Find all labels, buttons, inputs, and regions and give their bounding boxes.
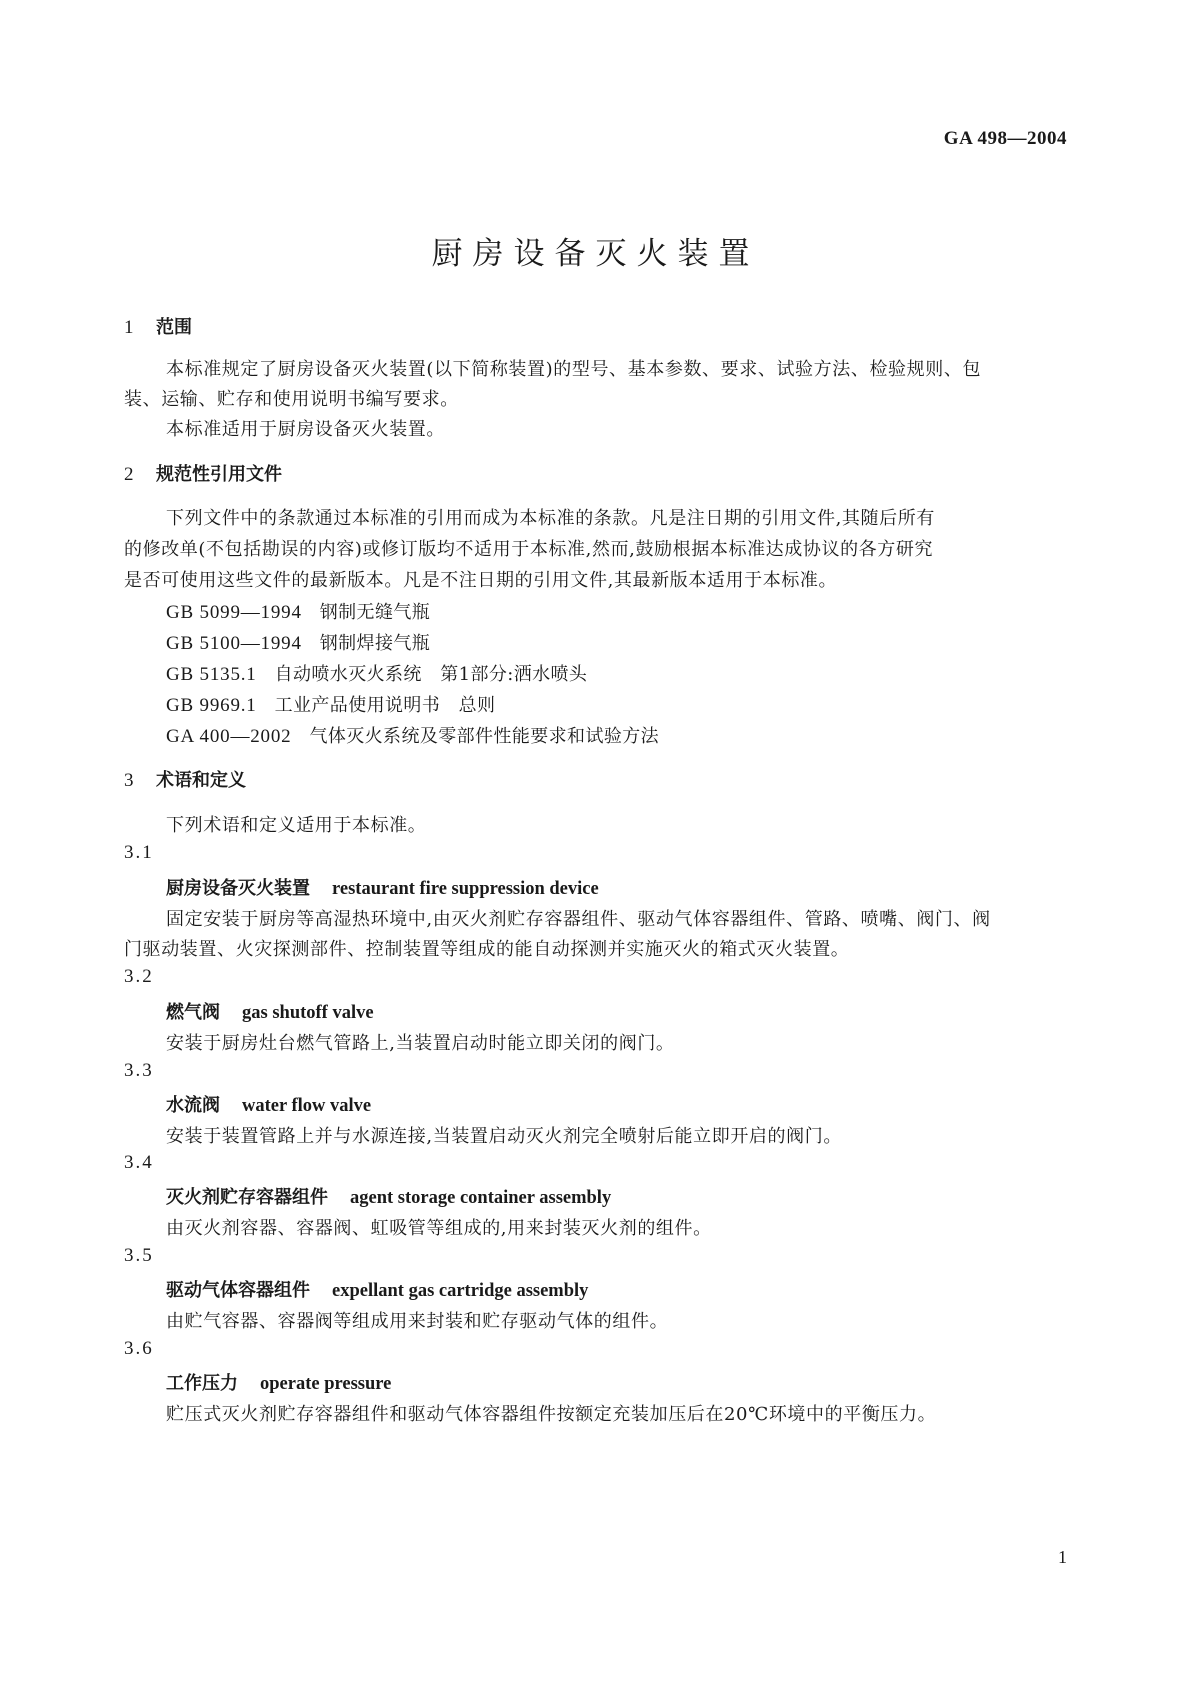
reference-code: GA 400—2002 — [166, 726, 292, 747]
term-definition-line1: 固定安装于厨房等高湿热环境中,由灭火剂贮存容器组件、驱动气体容器组件、管路、喷嘴、阀门、阀 — [166, 909, 991, 930]
reference-title: 工业产品使用说明书 总则 — [274, 695, 496, 716]
reference-title: 钢制焊接气瓶 — [319, 633, 431, 654]
s1-para1-line1: 本标准规定了厨房设备灭火装置(以下简称装置)的型号、基本参数、要求、试验方法、检验规则、包 — [166, 359, 982, 380]
term-english: restaurant fire suppression device — [332, 879, 599, 899]
section-1-title: 范围 — [156, 317, 192, 338]
section-2-heading — [124, 460, 282, 486]
s2-para-line3: 是否可使用这些文件的最新版本。凡是不注日期的引用文件,其最新版本适用于本标准。 — [124, 570, 838, 591]
reference-title: 钢制无缝气瓶 — [319, 602, 431, 623]
section-3-title: 术语和定义 — [156, 770, 246, 791]
term-definition-line1: 贮压式灭火剂贮存容器组件和驱动气体容器组件按额定充装加压后在20℃环境中的平衡压力。 — [166, 1404, 937, 1425]
section-1-heading — [124, 313, 192, 339]
term-english: expellant gas cartridge assembly — [332, 1281, 589, 1301]
term-chinese: 厨房设备灭火装置 — [166, 878, 310, 899]
term-heading — [166, 874, 599, 900]
term-english: operate pressure — [260, 1374, 392, 1394]
s2-para-line1: 下列文件中的条款通过本标准的引用而成为本标准的条款。凡是注日期的引用文件,其随后所有 — [166, 508, 935, 529]
term-english: gas shutoff valve — [242, 1003, 374, 1023]
term-definition-line1: 由贮气容器、容器阀等组成用来封装和贮存驱动气体的组件。 — [166, 1311, 669, 1332]
term-heading — [166, 1091, 371, 1117]
term-number: 3.5 — [124, 1245, 154, 1266]
term-definition-line2: 门驱动装置、火灾探测部件、控制装置等组成的能自动探测并实施灭火的箱式灭火装置。 — [124, 939, 850, 960]
page-number: 1 — [1058, 1547, 1067, 1567]
term-english: agent storage container assembly — [350, 1188, 612, 1208]
term-heading — [166, 1276, 588, 1302]
section-1-number: 1 — [124, 317, 134, 338]
reference-title: 气体灭火系统及零部件性能要求和试验方法 — [309, 726, 660, 747]
reference-item — [166, 660, 587, 686]
term-number: 3.2 — [124, 966, 154, 987]
term-number: 3.4 — [124, 1152, 154, 1173]
reference-code: GB 5135.1 — [166, 664, 257, 685]
term-number: 3.3 — [124, 1060, 154, 1081]
term-chinese: 工作压力 — [166, 1373, 238, 1394]
section-2-title: 规范性引用文件 — [156, 464, 282, 485]
term-heading — [166, 1369, 391, 1395]
reference-code: GB 9969.1 — [166, 695, 257, 716]
reference-item — [166, 722, 659, 748]
section-3-number: 3 — [124, 770, 134, 791]
standard-code: GA 498—2004 — [943, 128, 1067, 149]
s3-intro: 下列术语和定义适用于本标准。 — [166, 815, 427, 836]
term-heading — [166, 998, 374, 1024]
term-definition-line1: 由灭火剂容器、容器阀、虹吸管等组成的,用来封装灭火剂的组件。 — [166, 1218, 712, 1239]
term-chinese: 驱动气体容器组件 — [166, 1280, 310, 1301]
term-chinese: 燃气阀 — [166, 1002, 220, 1023]
section-2-number: 2 — [124, 464, 134, 485]
s2-para-line2: 的修改单(不包括勘误的内容)或修订版均不适用于本标准,然而,鼓励根据本标准达成协议的各方研究 — [124, 539, 934, 560]
reference-item — [166, 691, 495, 717]
s1-para1-line2: 装、运输、贮存和使用说明书编写要求。 — [124, 389, 459, 410]
term-number: 3.1 — [124, 842, 154, 863]
term-chinese: 水流阀 — [166, 1095, 220, 1116]
document-title: 厨房设备灭火装置 — [431, 236, 760, 272]
reference-code: GB 5100—1994 — [166, 633, 302, 654]
term-definition-line1: 安装于厨房灶台燃气管路上,当装置启动时能立即关闭的阀门。 — [166, 1033, 675, 1054]
s1-para2: 本标准适用于厨房设备灭火装置。 — [166, 419, 445, 440]
term-chinese: 灭火剂贮存容器组件 — [166, 1187, 328, 1208]
term-heading — [166, 1183, 611, 1209]
term-definition-line1: 安装于装置管路上并与水源连接,当装置启动灭火剂完全喷射后能立即开启的阀门。 — [166, 1126, 842, 1147]
reference-title: 自动喷水灭火系统 第1部分:洒水喷头 — [274, 664, 588, 685]
term-number: 3.6 — [124, 1338, 154, 1359]
reference-item — [166, 598, 430, 624]
reference-item — [166, 629, 430, 655]
reference-code: GB 5099—1994 — [166, 602, 302, 623]
term-english: water flow valve — [242, 1096, 372, 1116]
section-3-heading — [124, 766, 246, 792]
